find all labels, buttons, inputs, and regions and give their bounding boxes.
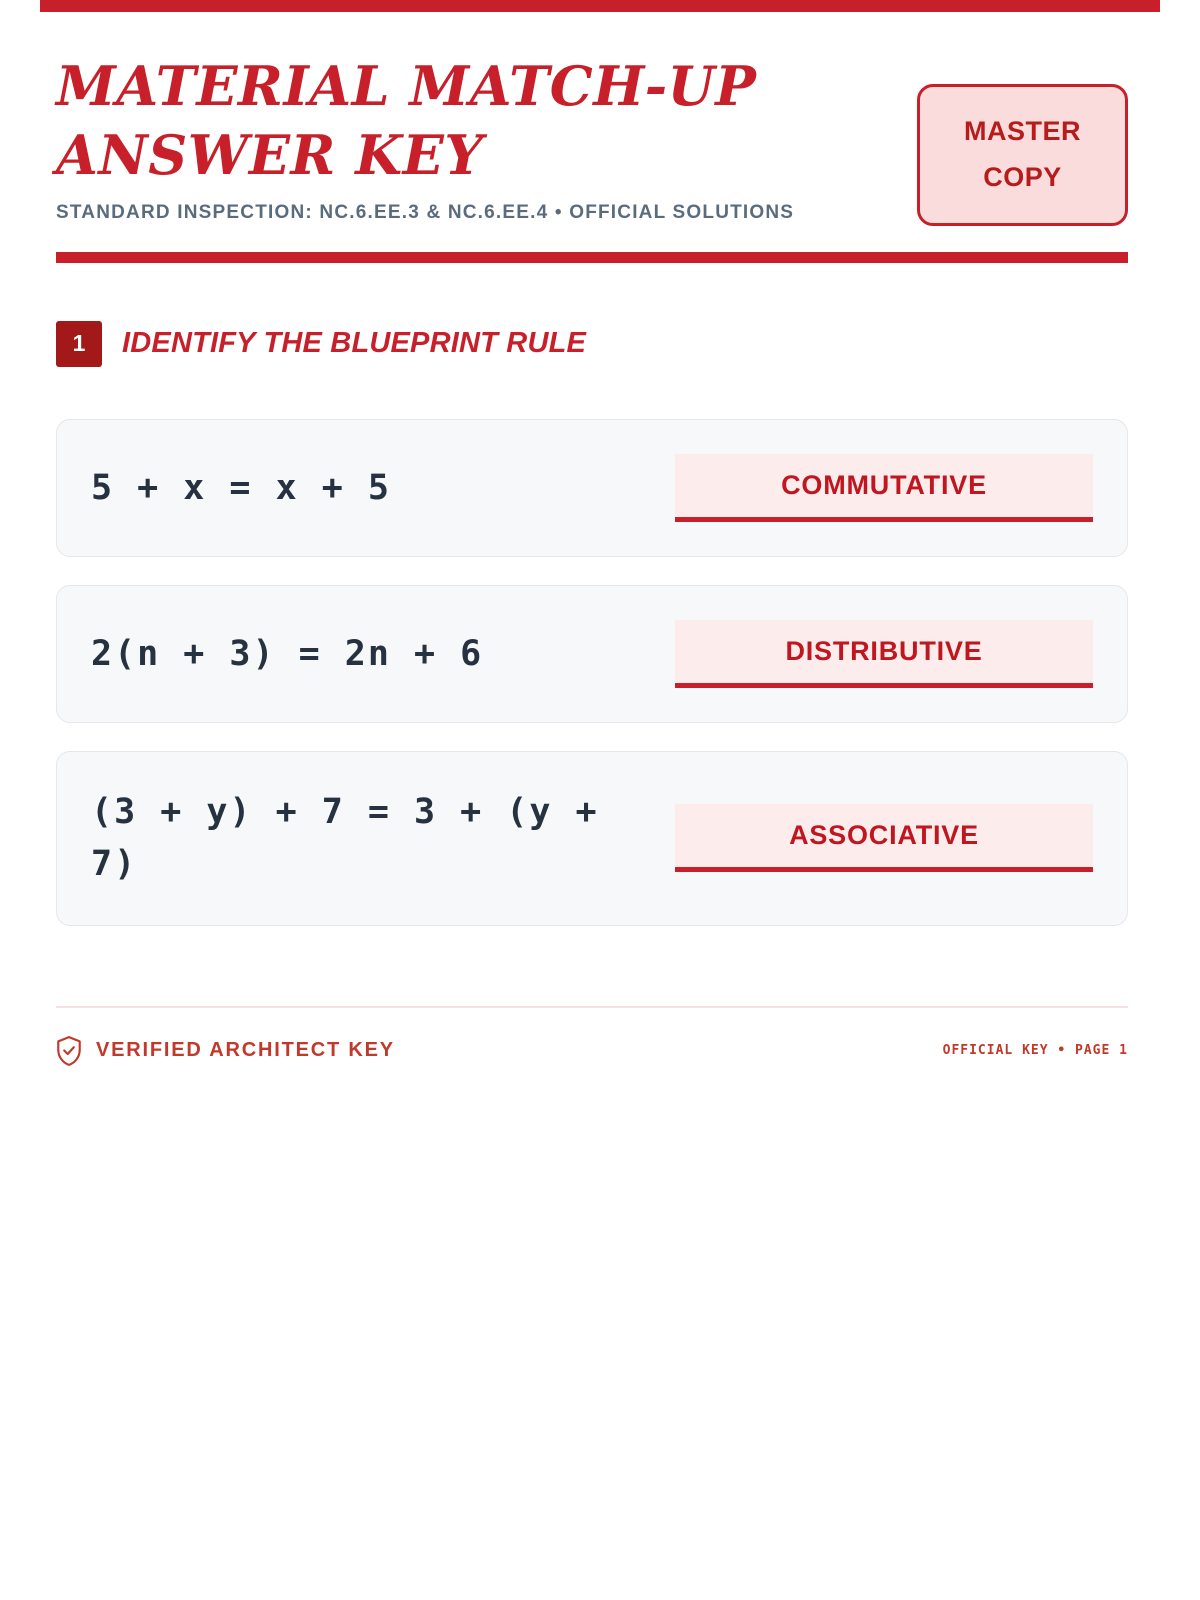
footer-verified xyxy=(56,1036,395,1066)
section-header xyxy=(56,321,1128,367)
master-copy-badge-line1: MASTER xyxy=(964,116,1081,146)
section-title: IDENTIFY THE BLUEPRINT RULE xyxy=(122,327,587,360)
master-copy-badge xyxy=(917,84,1128,226)
header xyxy=(56,0,1128,226)
problem-expression: 2(n + 3) = 2n + 6 xyxy=(91,633,484,674)
page-title xyxy=(56,52,794,190)
problem-expression: (3 + y) + 7 = 3 + (y + 7) xyxy=(91,791,599,885)
footer-divider xyxy=(56,1006,1128,1008)
section-number-badge: 1 xyxy=(56,321,102,367)
page-title-line2: ANSWER KEY xyxy=(56,123,484,188)
top-accent-bar xyxy=(40,0,1160,12)
problem-card xyxy=(56,585,1128,723)
master-copy-badge-line2: COPY xyxy=(983,161,1062,192)
answer-badge: ASSOCIATIVE xyxy=(675,804,1093,872)
page-subtitle: STANDARD INSPECTION: NC.6.EE.3 & NC.6.EE.4 • OFFICIAL SOLUTIONS xyxy=(56,202,795,224)
page-title-line1: MATERIAL MATCH-UP xyxy=(56,54,757,118)
footer xyxy=(56,1036,1128,1066)
verified-label: VERIFIED ARCHITECT KEY xyxy=(96,1039,395,1062)
problem-list xyxy=(56,419,1128,926)
problem-card xyxy=(56,751,1128,926)
answer-badge: COMMUTATIVE xyxy=(675,454,1093,522)
page-number-label: OFFICIAL KEY • PAGE 1 xyxy=(942,1043,1128,1059)
header-divider xyxy=(56,252,1128,263)
title-block xyxy=(56,52,794,224)
answer-badge: DISTRIBUTIVE xyxy=(675,620,1093,688)
shield-check-icon xyxy=(56,1036,82,1066)
problem-card xyxy=(56,419,1128,557)
problem-expression: 5 + x = x + 5 xyxy=(91,467,391,508)
